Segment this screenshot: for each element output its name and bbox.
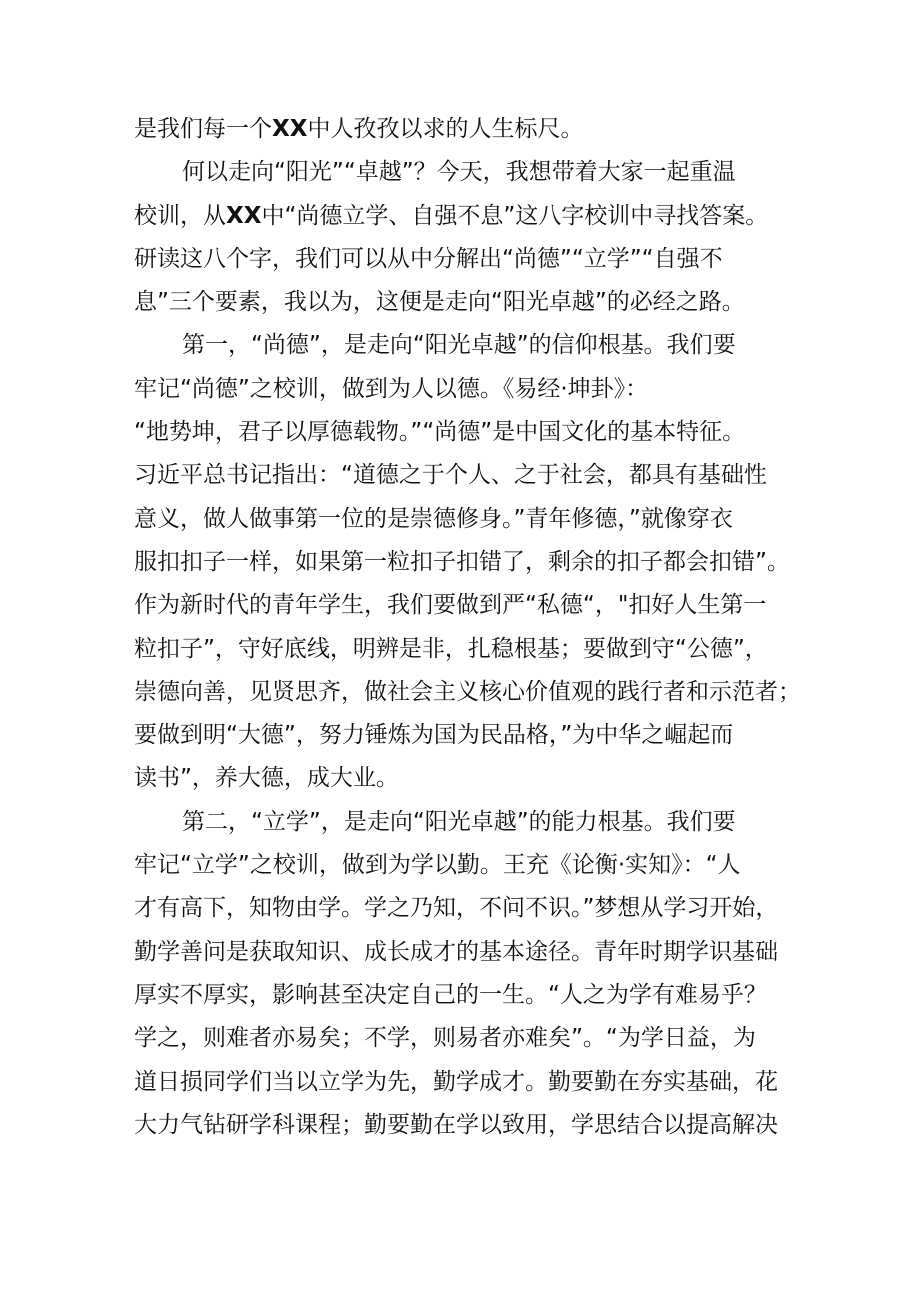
text-line: 校训，从XX中“尚德立学、自强不息”这八字校训中寻找答案。	[134, 202, 769, 229]
text-line: 何以走向“阳光”“卓越”？今天，我想带着大家一起重温	[182, 159, 736, 186]
school-placeholder: XX	[272, 116, 308, 142]
text-line: 厚实不厚实，影响甚至决定自己的一生。“人之为学有难易乎？	[134, 981, 767, 1008]
text-line: 勤学善问是获取知识、成长成才的基本途径。青年时期学识基础	[134, 938, 778, 965]
text-line: 作为新时代的青年学生，我们要做到严“私德“，"扣好人生第一	[134, 592, 767, 619]
text-line: 第一，“尚德”，是走向“阳光卓越”的信仰根基。我们要	[182, 332, 736, 359]
text-line: 牢记“尚德”之校训，做到为人以德。《易经·坤卦》：	[134, 375, 649, 402]
text-line: 是我们每一个XX中人孜孜以求的人生标尺。	[134, 116, 584, 142]
text-line: 意义，做人做事第一位的是崇德修身。”青年修德，”就像穿衣	[134, 505, 733, 532]
text-line: 崇德向善，见贤思齐，做社会主义核心价值观的践行者和示范者；	[134, 678, 801, 705]
text-line: 第二，“立学”，是走向“阳光卓越”的能力根基。我们要	[182, 808, 736, 835]
text-line: 要做到明“大德”，努力锤炼为国为民品格，”为中华之崛起而	[134, 722, 734, 749]
text-line: 粒扣子”，守好底线，明辨是非，扎稳根基；要做到守“公德”，	[134, 635, 768, 662]
text-line: 道日损同学们当以立学为先，勤学成才。勤要勤在夯实基础，花	[134, 1068, 778, 1095]
text-line: 牢记“立学”之校训，做到为学以勤。王充《论衡·实知》：“人	[134, 852, 741, 879]
text-line: 研读这八个字，我们可以从中分解出“尚德”“立学”“自强不	[134, 245, 723, 272]
text-line: “地势坤，君子以厚德载物。”“尚德”是中国文化的基本特征。	[134, 419, 746, 446]
body-text	[134, 108, 801, 1147]
school-placeholder: XX	[226, 202, 262, 229]
text-line: 息”三个要素，我以为，这便是走向“阳光卓越”的必经之路。	[134, 289, 745, 316]
text-line: 习近平总书记指出：“道德之于个人、之于社会，都具有基础性	[134, 462, 767, 489]
text-line: 读书”，养大德，成大业。	[134, 765, 399, 792]
text-line: 大力气钻研学科课程；勤要勤在学以致用，学思结合以提高解决	[134, 1111, 778, 1138]
text-line: 学之，则难者亦易矣；不学，则易者亦难矣”。“为学日益，为	[134, 1025, 756, 1052]
text-line: 才有高下，知物由学。学之乃知，不问不识。”梦想从学习开始，	[134, 895, 779, 922]
text-line: 服扣扣子一样，如果第一粒扣子扣错了，剩余的扣子都会扣错”。	[134, 548, 790, 575]
